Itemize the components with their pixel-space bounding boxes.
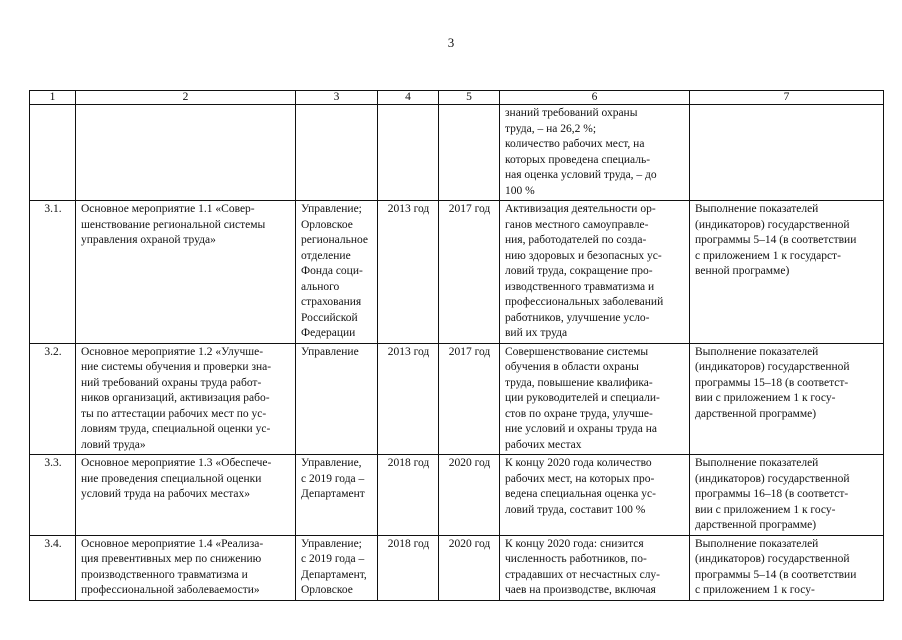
table-row xyxy=(30,343,884,455)
column-header: 2 xyxy=(76,91,296,105)
expected-result: Совершенствование системы обучения в области охраны труда, повышение квалифика- ции руководителей и специали- стов по охране труда, улучше- ние условий и охраны труда на рабочих местах xyxy=(500,343,690,455)
expected-result: К концу 2020 года количество рабочих мест, на которых про- ведена специальная оценка ус- ловий труда, составит 100 % xyxy=(500,455,690,536)
program-measures-table xyxy=(29,90,884,601)
expected-result: К концу 2020 года: снизится численность работников, по- страдавших от несчастных слу- чаев на производстве, включая xyxy=(500,535,690,600)
column-header: 4 xyxy=(378,91,439,105)
measure-name: Основное мероприятие 1.3 «Обеспече- ние проведения специальной оценки условий труда на рабочих местах» xyxy=(76,455,296,536)
indicator-link: Выполнение показателей (индикаторов) государственной программы 5–14 (в соответствии с приложением 1 к государст- венной программе) xyxy=(690,201,884,344)
measure-name xyxy=(76,105,296,201)
executor: Управление xyxy=(296,343,378,455)
table-row xyxy=(30,201,884,344)
row-number: 3.4. xyxy=(30,535,76,600)
expected-result: знаний требований охраны труда, – на 26,2 %; количество рабочих мест, на которых проведена специаль- ная оценка условий труда, – до 100 % xyxy=(500,105,690,201)
end-year: 2020 год xyxy=(439,455,500,536)
measure-name: Основное мероприятие 1.4 «Реализа- ция превентивных мер по снижению производственного травматизма и профессиональной заболеваемости» xyxy=(76,535,296,600)
expected-result: Активизация деятельности ор- ганов местного самоуправле- ния, работодателей по созда- нию здоровых и безопасных ус- ловий труда, сокращение про- изводственного травматизма и профессиональных заболеваний работников, улучшение усло- вий их труда xyxy=(500,201,690,344)
executor xyxy=(296,105,378,201)
start-year xyxy=(378,105,439,201)
start-year: 2013 год xyxy=(378,343,439,455)
table-row xyxy=(30,105,884,201)
end-year xyxy=(439,105,500,201)
indicator-link: Выполнение показателей (индикаторов) государственной программы 16–18 (в соответст- вии с приложением 1 к госу- дарственной программе) xyxy=(690,455,884,536)
start-year: 2013 год xyxy=(378,201,439,344)
executor: Управление; Орловское региональное отделение Фонда соци- ального страхования Российской Федерации xyxy=(296,201,378,344)
end-year: 2017 год xyxy=(439,343,500,455)
table-row xyxy=(30,535,884,600)
page-number: 3 xyxy=(447,35,455,50)
row-number xyxy=(30,105,76,201)
row-number: 3.2. xyxy=(30,343,76,455)
measure-name: Основное мероприятие 1.2 «Улучше- ние системы обучения и проверки зна- ний требований охраны труда работ- ников организаций, активизация рабо- ты по аттестации рабочих мест по ус- ловиям труда, специальной оценки ус- ловий труда» xyxy=(76,343,296,455)
indicator-link: Выполнение показателей (индикаторов) государственной программы 5–14 (в соответствии с приложением 1 к госу- xyxy=(690,535,884,600)
row-number: 3.1. xyxy=(30,201,76,344)
start-year: 2018 год xyxy=(378,455,439,536)
measure-name: Основное мероприятие 1.1 «Совер- шенствование региональной системы управления охраной труда» xyxy=(76,201,296,344)
column-header: 7 xyxy=(690,91,884,105)
column-header: 1 xyxy=(30,91,76,105)
indicator-link: Выполнение показателей (индикаторов) государственной программы 15–18 (в соответст- вии с приложением 1 к госу- дарственной программе) xyxy=(690,343,884,455)
column-header: 6 xyxy=(500,91,690,105)
end-year: 2017 год xyxy=(439,201,500,344)
column-number-header-row xyxy=(30,91,884,105)
column-header: 5 xyxy=(439,91,500,105)
column-header: 3 xyxy=(296,91,378,105)
executor: Управление, с 2019 года – Департамент xyxy=(296,455,378,536)
row-number: 3.3. xyxy=(30,455,76,536)
indicator-link xyxy=(690,105,884,201)
end-year: 2020 год xyxy=(439,535,500,600)
start-year: 2018 год xyxy=(378,535,439,600)
executor: Управление; с 2019 года – Департамент, Орловское xyxy=(296,535,378,600)
table-row xyxy=(30,455,884,536)
